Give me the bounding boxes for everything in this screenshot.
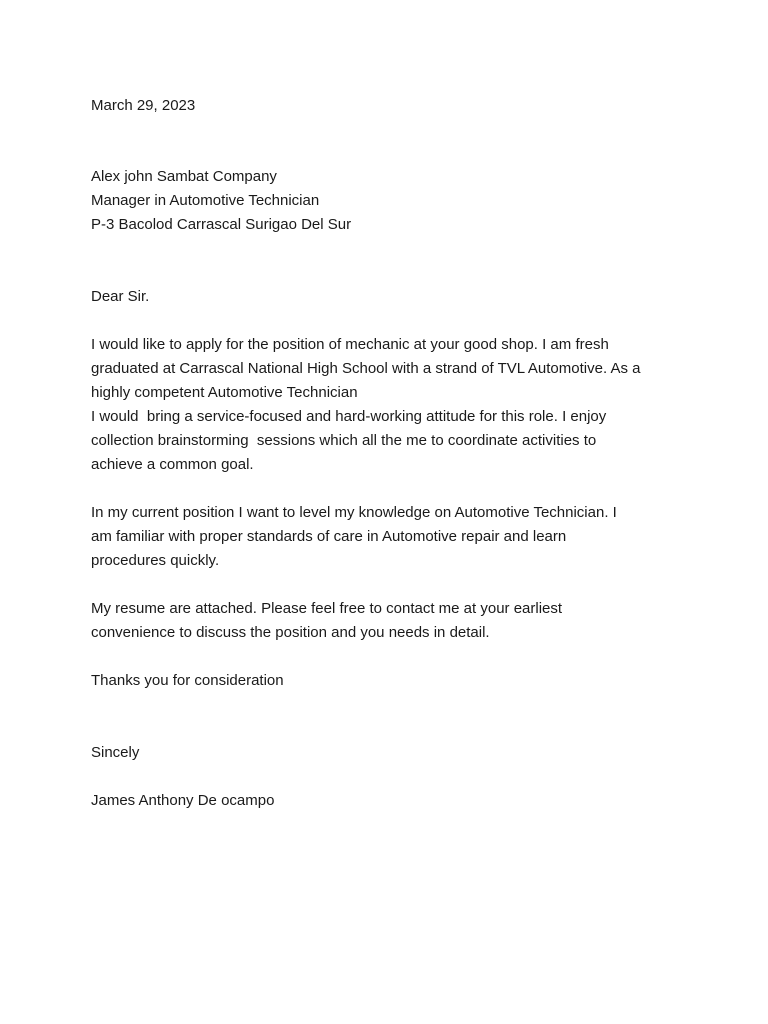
paragraph-line: My resume are attached. Please feel free to contact me at your earliest (91, 600, 563, 617)
letter-body (91, 94, 691, 813)
paragraph-line: collection brainstorming sessions which all the me to coordinate activities to (91, 432, 597, 449)
paragraph-line: I would bring a service-focused and hard-working attitude for this role. I enjoy (91, 408, 607, 425)
paragraph-line: am familiar with proper standards of care in Automotive repair and learn (91, 528, 567, 545)
paragraph-line: I would like to apply for the position of mechanic at your good shop. I am fresh (91, 336, 609, 353)
paragraph-current-position (91, 501, 691, 573)
recipient-line: Alex john Sambat Company (91, 168, 277, 185)
paragraph-line: highly competent Automotive Technician (91, 384, 358, 401)
thanks-line: Thanks you for consideration (91, 672, 284, 689)
closing-line: Sincely (91, 744, 140, 761)
paragraph-line: convenience to discuss the position and you needs in detail. (91, 624, 490, 641)
paragraph-line: achieve a common goal. (91, 456, 254, 473)
signature-name: James Anthony De ocampo (91, 792, 275, 809)
paragraph-line: In my current position I want to level my knowledge on Automotive Technician. I (91, 504, 617, 521)
salutation: Dear Sir. (91, 288, 150, 305)
recipient-line: Manager in Automotive Technician (91, 192, 320, 209)
recipient-line: P-3 Bacolod Carrascal Surigao Del Sur (91, 216, 352, 233)
letter-date: March 29, 2023 (91, 97, 196, 114)
paragraph-resume (91, 597, 691, 645)
paragraph-application (91, 333, 691, 477)
recipient-block (91, 165, 691, 237)
paragraph-line: procedures quickly. (91, 552, 220, 569)
paragraph-line: graduated at Carrascal National High School with a strand of TVL Automotive. As a (91, 360, 641, 377)
